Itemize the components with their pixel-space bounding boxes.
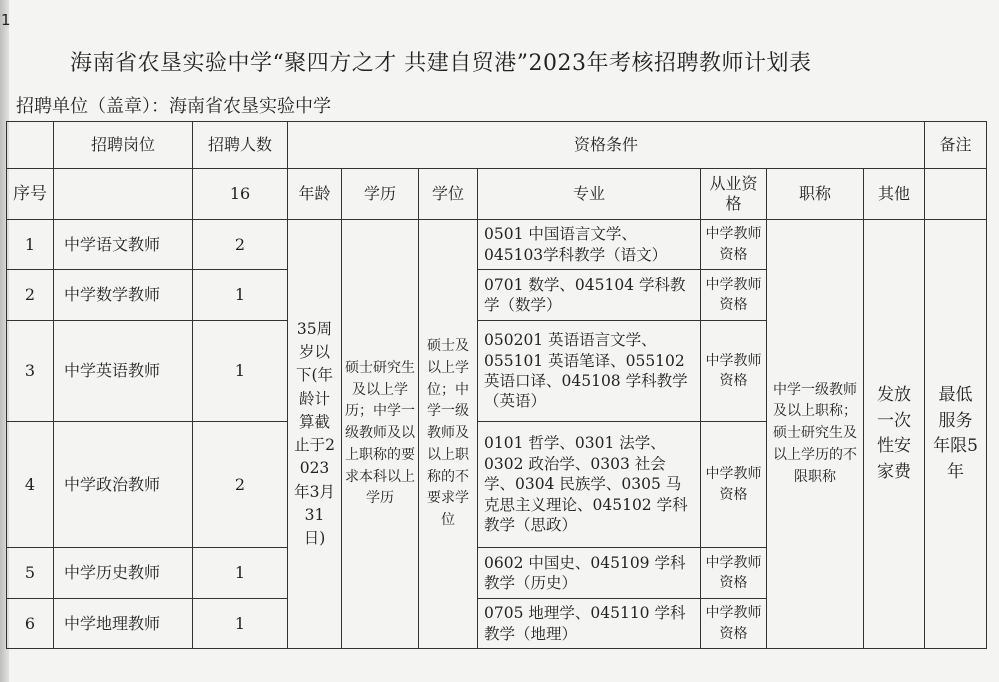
shared-other: 发放一次性安家费 (864, 220, 925, 649)
row-count: 2 (193, 422, 288, 548)
row-position: 中学语文教师 (54, 220, 193, 270)
row-license: 中学教师资格 (701, 321, 767, 422)
page-number: 1 (1, 11, 11, 29)
shared-remark: 最低服务年限5年 (925, 220, 987, 649)
header-row-2 (7, 169, 987, 220)
row-seq: 3 (7, 321, 54, 422)
row-position: 中学政治教师 (54, 422, 193, 548)
header-title-rank: 职称 (767, 169, 864, 220)
header-qualification: 资格条件 (288, 122, 925, 169)
row-seq: 2 (7, 270, 54, 321)
header-count: 招聘人数 (193, 122, 288, 169)
shared-title-rank: 中学一级教师及以上职称；硕士研究生及以上学历的不限职称 (767, 220, 864, 649)
shared-age: 35周岁以下(年龄计算截止于2023年3月31日) (288, 220, 342, 649)
header-education: 学历 (342, 169, 419, 220)
row-seq: 4 (7, 422, 54, 548)
recruiting-unit: 招聘单位（盖章）：海南省农垦实验中学 (16, 96, 331, 117)
header-position: 招聘岗位 (54, 122, 193, 169)
total-count: 16 (193, 169, 288, 220)
header-empty-position (54, 169, 193, 220)
row-major: 0705 地理学、045110 学科教学（地理） (478, 599, 701, 649)
row-count: 1 (193, 599, 288, 649)
shared-education: 硕士研究生及以上学历；中学一级教师及以上职称的要求本科以上学历 (342, 220, 419, 649)
header-license: 从业资格 (701, 169, 767, 220)
row-position: 中学历史教师 (54, 548, 193, 599)
row-license: 中学教师资格 (701, 422, 767, 548)
row-count: 1 (193, 270, 288, 321)
row-major: 050201 英语语言文学、055101 英语笔译、055102 英语口译、045108 学科教学（英语） (478, 321, 701, 422)
header-other: 其他 (864, 169, 925, 220)
row-position: 中学英语教师 (54, 321, 193, 422)
row-count: 2 (193, 220, 288, 270)
row-license: 中学教师资格 (701, 599, 767, 649)
row-major: 0701 数学、045104 学科教学（数学） (478, 270, 701, 321)
row-position: 中学地理教师 (54, 599, 193, 649)
header-age: 年龄 (288, 169, 342, 220)
header-seq: 序号 (7, 169, 54, 220)
row-license: 中学教师资格 (701, 220, 767, 270)
row-seq: 1 (7, 220, 54, 270)
header-remark: 备注 (925, 122, 987, 169)
header-degree: 学位 (419, 169, 478, 220)
row-count: 1 (193, 321, 288, 422)
row-major: 0602 中国史、045109 学科教学（历史） (478, 548, 701, 599)
row-major: 0101 哲学、0301 法学、0302 政治学、0303 社会学、0304 民族学、0305 马克思主义理论、045102 学科教学（思政） (478, 422, 701, 548)
recruitment-plan-table (6, 121, 987, 649)
header-empty-cell (7, 122, 54, 169)
row-seq: 5 (7, 548, 54, 599)
table-row (7, 220, 987, 270)
header-remark-empty (925, 169, 987, 220)
header-row-1 (7, 122, 987, 169)
row-count: 1 (193, 548, 288, 599)
header-major: 专业 (478, 169, 701, 220)
row-major: 0501 中国语言文学、045103学科教学（语文） (478, 220, 701, 270)
shared-degree: 硕士及以上学位；中学一级教师及以上职称的不要求学位 (419, 220, 478, 649)
row-license: 中学教师资格 (701, 548, 767, 599)
row-seq: 6 (7, 599, 54, 649)
document-title: 海南省农垦实验中学“聚四方之才 共建自贸港”2023年考核招聘教师计划表 (70, 51, 812, 76)
row-position: 中学数学教师 (54, 270, 193, 321)
row-license: 中学教师资格 (701, 270, 767, 321)
